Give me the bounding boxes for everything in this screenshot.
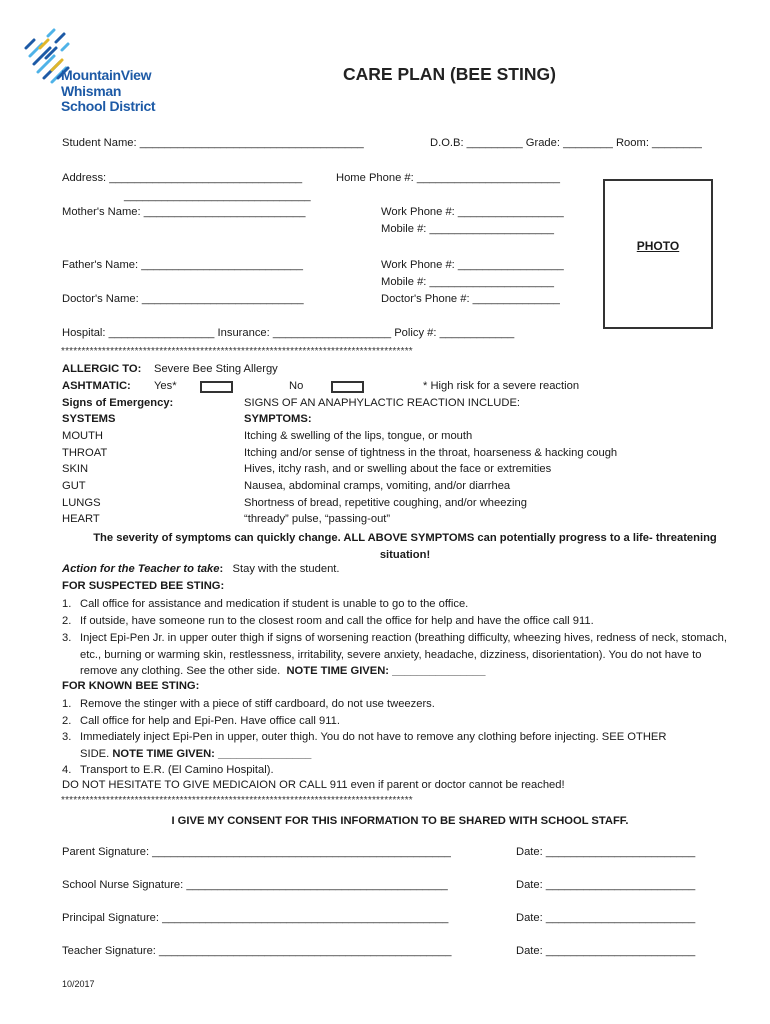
father-work-phone-field[interactable]: Work Phone #: _________________	[381, 259, 564, 271]
teacher-action-label: Action for the Teacher to take	[62, 563, 220, 575]
asthmatic-no-checkbox[interactable]	[331, 381, 364, 393]
suspected-heading: FOR SUSPECTED BEE STING:	[62, 580, 225, 592]
system-cell: GUT	[62, 480, 86, 492]
list-text: Transport to E.R. (El Camino Hospital).	[80, 764, 274, 776]
home-phone-field[interactable]: Home Phone #: _______________________	[336, 172, 560, 184]
system-cell: LUNGS	[62, 497, 101, 509]
severity-warning: The severity of symptoms can quickly change. ALL ABOVE SYMPTOMS can potentially progress to a life- threatening situation!	[93, 532, 717, 561]
note-time-given[interactable]: NOTE TIME GIVEN: _______________	[112, 747, 312, 760]
list-text: Call office for assistance and medication if student is unable to go to the office.	[80, 598, 469, 610]
list-item	[62, 762, 732, 779]
system-cell: HEART	[62, 513, 100, 525]
symptom-cell: Itching and/or sense of tightness in the throat, hoarseness & hacking cough	[244, 447, 618, 459]
teacher-action-colon: :	[219, 563, 224, 575]
teacher-date-field[interactable]: Date: ________________________	[516, 945, 696, 957]
systems-header: SYSTEMS	[62, 413, 116, 425]
principal-signature-field[interactable]: Principal Signature: ______________________________________________	[62, 912, 449, 924]
note-time-given[interactable]: NOTE TIME GIVEN: _______________	[286, 665, 486, 678]
symptom-cell: Nausea, abdominal cramps, vomiting, and/or diarrhea	[244, 480, 511, 492]
asthmatic-no-label: No	[289, 380, 304, 392]
teacher-action	[62, 563, 340, 575]
list-number: 4.	[62, 764, 72, 776]
list-number: 2.	[62, 615, 72, 627]
list-text: If outside, have someone run to the closest room and call the office for help and have the office call 911.	[80, 615, 594, 627]
list-number: 1.	[62, 698, 72, 710]
symptom-cell: “thready” pulse, “passing-out”	[244, 513, 391, 525]
district-logo-text: MountainView Whisman School District	[61, 67, 156, 114]
separator-stars: **************************************************************************************	[61, 346, 413, 357]
principal-date-field[interactable]: Date: ________________________	[516, 912, 696, 924]
page-title: CARE PLAN (BEE STING)	[343, 64, 556, 84]
symptoms-header: SYMPTOMS:	[244, 413, 312, 425]
dob-grade-room-field[interactable]: D.O.B: _________ Grade: ________ Room: ________	[430, 137, 702, 149]
symptom-cell: Shortness of bread, repetitive coughing, and/or wheezing	[244, 497, 527, 509]
footer-date: 10/2017	[62, 979, 95, 989]
list-number: 1.	[62, 598, 72, 610]
high-risk-note: * High risk for a severe reaction	[423, 380, 580, 392]
student-name-field[interactable]: Student Name: ____________________________________	[62, 137, 364, 149]
list-text: Immediately inject Epi-Pen in upper, outer thigh. You do not have to remove any clothing before injecting. SEE OTHER SIDE.	[80, 731, 667, 760]
symptom-cell: Itching & swelling of the lips, tongue, or mouth	[244, 430, 473, 442]
asthmatic-yes-label: Yes*	[154, 380, 177, 392]
list-item	[62, 630, 732, 680]
mother-name-field[interactable]: Mother's Name: __________________________	[62, 206, 306, 218]
list-text: Inject Epi-Pen Jr. in upper outer thigh if signs of worsening reaction (breathing difficulty, wheezing hives, redness of neck, stomach, etc., burning or warming skin, restlessness, irritability, severe anxiety, headache, dizziness, disorientation). You do not have to remove any clothing. See the other side.	[80, 632, 727, 678]
asthmatic-yes-checkbox[interactable]	[200, 381, 233, 393]
doctor-phone-field[interactable]: Doctor's Phone #: ______________	[381, 293, 560, 305]
list-number: 3.	[62, 731, 72, 743]
list-text: Call office for help and Epi-Pen. Have office call 911.	[80, 715, 340, 727]
asthmatic-label: ASHTMATIC:	[62, 380, 131, 392]
list-number: 3.	[62, 632, 72, 644]
allergic-value: Severe Bee Sting Allergy	[154, 363, 278, 375]
address-field[interactable]: Address: _______________________________	[62, 172, 303, 184]
separator-stars-2: **************************************************************************************	[61, 795, 413, 806]
hospital-insurance-field[interactable]: Hospital: _________________ Insurance: ___________________ Policy #: ____________	[62, 327, 515, 339]
doctor-name-field[interactable]: Doctor's Name: __________________________	[62, 293, 304, 305]
list-text: Remove the stinger with a piece of stiff cardboard, do not use tweezers.	[80, 698, 435, 710]
list-item	[62, 713, 732, 730]
mother-work-phone-field[interactable]: Work Phone #: _________________	[381, 206, 564, 218]
symptom-cell: Hives, itchy rash, and or swelling about the face or extremities	[244, 463, 552, 475]
parent-date-field[interactable]: Date: ________________________	[516, 846, 696, 858]
photo-label: PHOTO	[636, 239, 680, 253]
list-item	[62, 596, 732, 613]
system-cell: THROAT	[62, 447, 108, 459]
teacher-action-value: Stay with the student.	[232, 563, 340, 575]
list-item	[62, 729, 732, 762]
signs-value: SIGNS OF AN ANAPHYLACTIC REACTION INCLUDE:	[244, 397, 521, 409]
nurse-date-field[interactable]: Date: ________________________	[516, 879, 696, 891]
system-cell: MOUTH	[62, 430, 104, 442]
nurse-signature-field[interactable]: School Nurse Signature: __________________________________________	[62, 879, 448, 891]
known-heading: FOR KNOWN BEE STING:	[62, 680, 200, 692]
parent-signature-field[interactable]: Parent Signature: ________________________________________________	[62, 846, 451, 858]
consent-statement: I GIVE MY CONSENT FOR THIS INFORMATION TO BE SHARED WITH SCHOOL STAFF.	[171, 815, 629, 827]
teacher-signature-field[interactable]: Teacher Signature: _______________________________________________	[62, 945, 452, 957]
system-cell: SKIN	[62, 463, 89, 475]
signs-label: Signs of Emergency:	[62, 397, 174, 409]
allergic-label: ALLERGIC TO:	[62, 363, 142, 375]
do-not-hesitate-note: DO NOT HESITATE TO GIVE MEDICAION OR CALL 911 even if parent or doctor cannot be reached!	[62, 779, 565, 791]
list-item	[62, 696, 732, 713]
list-item	[62, 613, 732, 630]
photo-box	[603, 179, 713, 329]
address-line2-field[interactable]: ______________________________	[124, 190, 311, 202]
father-name-field[interactable]: Father's Name: __________________________	[62, 259, 304, 271]
list-number: 2.	[62, 715, 72, 727]
father-mobile-field[interactable]: Mobile #: ____________________	[381, 276, 554, 288]
mother-mobile-field[interactable]: Mobile #: ____________________	[381, 223, 554, 235]
